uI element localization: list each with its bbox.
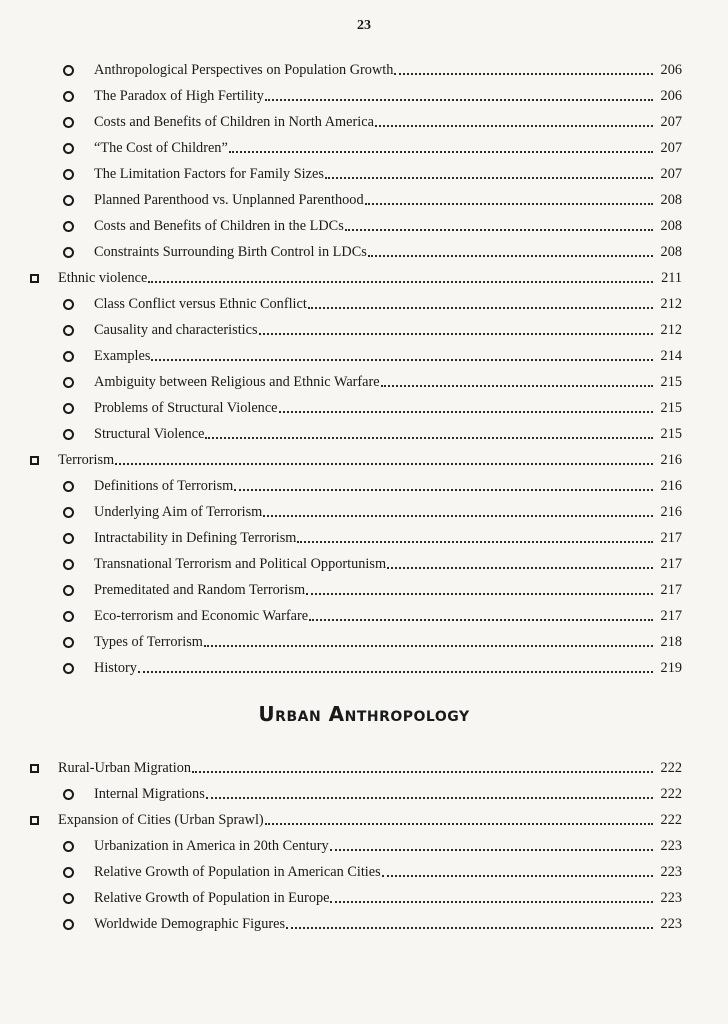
toc-entry — [0, 109, 728, 135]
square-bullet-icon — [30, 456, 39, 465]
toc-entry — [0, 603, 728, 629]
toc-entry-page: 212 — [660, 295, 682, 312]
dot-leader — [330, 887, 653, 903]
circle-bullet-icon — [63, 533, 74, 544]
toc-entry — [0, 265, 728, 291]
toc-entry-title: Terrorism — [58, 451, 115, 468]
toc-entry-title: The Limitation Factors for Family Sizes — [94, 165, 324, 182]
dot-leader — [375, 111, 653, 127]
toc-entry — [0, 239, 728, 265]
toc-entry — [0, 833, 728, 859]
toc-entry-page: 217 — [660, 555, 682, 572]
circle-bullet-icon — [63, 789, 74, 800]
circle-bullet-icon — [63, 195, 74, 206]
dot-leader — [297, 527, 653, 543]
circle-bullet-icon — [63, 429, 74, 440]
toc-entry-title: Transnational Terrorism and Political Opportunism — [94, 555, 387, 572]
circle-bullet-icon — [63, 481, 74, 492]
toc-entry-page: 215 — [660, 399, 682, 416]
toc-entry-page: 223 — [660, 837, 682, 854]
circle-bullet-icon — [63, 585, 74, 596]
toc-entry-title: Class Conflict versus Ethnic Conflict — [94, 295, 307, 312]
toc-entry-title: Eco-terrorism and Economic Warfare — [94, 607, 309, 624]
toc-entry-page: 216 — [660, 477, 682, 494]
dot-leader — [382, 861, 653, 877]
toc-entry — [0, 755, 728, 781]
dot-leader — [265, 85, 653, 101]
dot-leader — [151, 345, 653, 361]
dot-leader — [330, 835, 653, 851]
toc-entry-page: 215 — [660, 373, 682, 390]
toc-entry-title: Expansion of Cities (Urban Sprawl) — [58, 811, 264, 828]
toc-entry-page: 219 — [660, 659, 682, 676]
toc-entry-page: 222 — [660, 785, 682, 802]
toc-entry — [0, 291, 728, 317]
dot-leader — [234, 475, 653, 491]
toc-entry-title: Urbanization in America in 20th Century — [94, 837, 329, 854]
toc-entry-page: 217 — [660, 607, 682, 624]
dot-leader — [308, 293, 653, 309]
toc-entry — [0, 473, 728, 499]
toc-entry-title: Anthropological Perspectives on Population Growth — [94, 61, 394, 78]
toc-entry-page: 208 — [660, 243, 682, 260]
toc-entry — [0, 807, 728, 833]
toc-entry-title: Intractability in Defining Terrorism — [94, 529, 297, 546]
page-number: 23 — [357, 18, 371, 33]
toc-entry-page: 222 — [660, 811, 682, 828]
toc-entry-page: 222 — [660, 759, 682, 776]
dot-leader — [365, 189, 653, 205]
circle-bullet-icon — [63, 893, 74, 904]
toc-entry — [0, 161, 728, 187]
toc-entry — [0, 317, 728, 343]
dot-leader — [279, 397, 653, 413]
circle-bullet-icon — [63, 919, 74, 930]
toc-entry — [0, 781, 728, 807]
toc-entry-page: 207 — [660, 165, 682, 182]
toc-entry-title: Examples — [94, 347, 151, 364]
dot-leader — [306, 579, 653, 595]
toc-entry — [0, 911, 728, 937]
toc-entry — [0, 187, 728, 213]
toc-entry-page: 206 — [660, 61, 682, 78]
circle-bullet-icon — [63, 377, 74, 388]
dot-leader — [148, 267, 653, 283]
toc-entry-title: Relative Growth of Population in Europe — [94, 889, 330, 906]
toc-entry-page: 207 — [660, 139, 682, 156]
toc-entry — [0, 525, 728, 551]
toc-entry-page: 208 — [660, 191, 682, 208]
toc-entry-page: 206 — [660, 87, 682, 104]
circle-bullet-icon — [63, 117, 74, 128]
toc-entry — [0, 885, 728, 911]
circle-bullet-icon — [63, 221, 74, 232]
toc-entry — [0, 447, 728, 473]
toc-entry — [0, 369, 728, 395]
toc-entry-title: Types of Terrorism — [94, 633, 203, 650]
circle-bullet-icon — [63, 91, 74, 102]
dot-leader — [206, 783, 653, 799]
toc-entry-title: Rural-Urban Migration — [58, 759, 192, 776]
toc-entry-page: 211 — [661, 269, 682, 286]
toc-entry-page: 208 — [660, 217, 682, 234]
toc-entry — [0, 213, 728, 239]
toc-entry — [0, 577, 728, 603]
toc-entry-page: 212 — [660, 321, 682, 338]
toc-entry-title: Costs and Benefits of Children in North America — [94, 113, 374, 130]
toc-entry-title: Premeditated and Random Terrorism — [94, 581, 306, 598]
toc-list-top — [0, 57, 728, 681]
dot-leader — [265, 809, 653, 825]
circle-bullet-icon — [63, 299, 74, 310]
toc-entry — [0, 395, 728, 421]
toc-entry-page: 217 — [660, 581, 682, 598]
dot-leader — [394, 59, 653, 75]
dot-leader — [138, 657, 653, 673]
circle-bullet-icon — [63, 507, 74, 518]
dot-leader — [345, 215, 653, 231]
circle-bullet-icon — [63, 841, 74, 852]
dot-leader — [325, 163, 653, 179]
toc-entry-title: Constraints Surrounding Birth Control in LDCs — [94, 243, 367, 260]
dot-leader — [263, 501, 653, 517]
dot-leader — [368, 241, 653, 257]
square-bullet-icon — [30, 816, 39, 825]
toc-entry — [0, 629, 728, 655]
toc-entry — [0, 343, 728, 369]
toc-entry — [0, 499, 728, 525]
toc-entry-page: 223 — [660, 889, 682, 906]
toc-entry-page: 223 — [660, 863, 682, 880]
dot-leader — [309, 605, 653, 621]
circle-bullet-icon — [63, 325, 74, 336]
circle-bullet-icon — [63, 403, 74, 414]
toc-entry-page: 207 — [660, 113, 682, 130]
dot-leader — [229, 137, 653, 153]
dot-leader — [205, 423, 653, 439]
toc-entry-title: Definitions of Terrorism — [94, 477, 234, 494]
circle-bullet-icon — [63, 559, 74, 570]
circle-bullet-icon — [63, 663, 74, 674]
toc-entry-page: 215 — [660, 425, 682, 442]
dot-leader — [381, 371, 653, 387]
toc-entry-title: The Paradox of High Fertility — [94, 87, 264, 104]
toc-entry-page: 218 — [660, 633, 682, 650]
dot-leader — [259, 319, 653, 335]
toc-entry-title: Ambiguity between Religious and Ethnic Warfare — [94, 373, 380, 390]
toc-entry-page: 217 — [660, 529, 682, 546]
toc-list-bottom — [0, 755, 728, 937]
dot-leader — [286, 913, 653, 929]
toc-entry-title: “The Cost of Children” — [94, 139, 228, 156]
toc-entry — [0, 655, 728, 681]
circle-bullet-icon — [63, 143, 74, 154]
dot-leader — [192, 757, 653, 773]
circle-bullet-icon — [63, 867, 74, 878]
toc-entry-title: Costs and Benefits of Children in the LDCs — [94, 217, 344, 234]
toc-entry-title: Planned Parenthood vs. Unplanned Parenthood — [94, 191, 364, 208]
toc-entry — [0, 57, 728, 83]
toc-entry-title: History — [94, 659, 137, 676]
toc-entry — [0, 421, 728, 447]
toc-entry — [0, 551, 728, 577]
toc-entry-title: Ethnic violence — [58, 269, 148, 286]
circle-bullet-icon — [63, 611, 74, 622]
circle-bullet-icon — [63, 637, 74, 648]
circle-bullet-icon — [63, 247, 74, 258]
toc-entry-title: Relative Growth of Population in American Cities — [94, 863, 381, 880]
circle-bullet-icon — [63, 65, 74, 76]
toc-entry-title: Causality and characteristics — [94, 321, 258, 338]
toc-entry-page: 216 — [660, 503, 682, 520]
dot-leader — [387, 553, 653, 569]
toc-entry — [0, 859, 728, 885]
square-bullet-icon — [30, 764, 39, 773]
toc-entry-title: Problems of Structural Violence — [94, 399, 278, 416]
square-bullet-icon — [30, 274, 39, 283]
section-heading: Urban Anthropology — [258, 702, 470, 726]
toc-entry-title: Internal Migrations — [94, 785, 205, 802]
toc-entry — [0, 135, 728, 161]
circle-bullet-icon — [63, 351, 74, 362]
toc-entry-title: Structural Violence — [94, 425, 205, 442]
dot-leader — [204, 631, 653, 647]
toc-entry-title: Underlying Aim of Terrorism — [94, 503, 263, 520]
dot-leader — [115, 449, 653, 465]
circle-bullet-icon — [63, 169, 74, 180]
toc-entry-page: 216 — [660, 451, 682, 468]
toc-entry-page: 223 — [660, 915, 682, 932]
toc-entry — [0, 83, 728, 109]
toc-entry-page: 214 — [660, 347, 682, 364]
toc-entry-title: Worldwide Demographic Figures — [94, 915, 286, 932]
